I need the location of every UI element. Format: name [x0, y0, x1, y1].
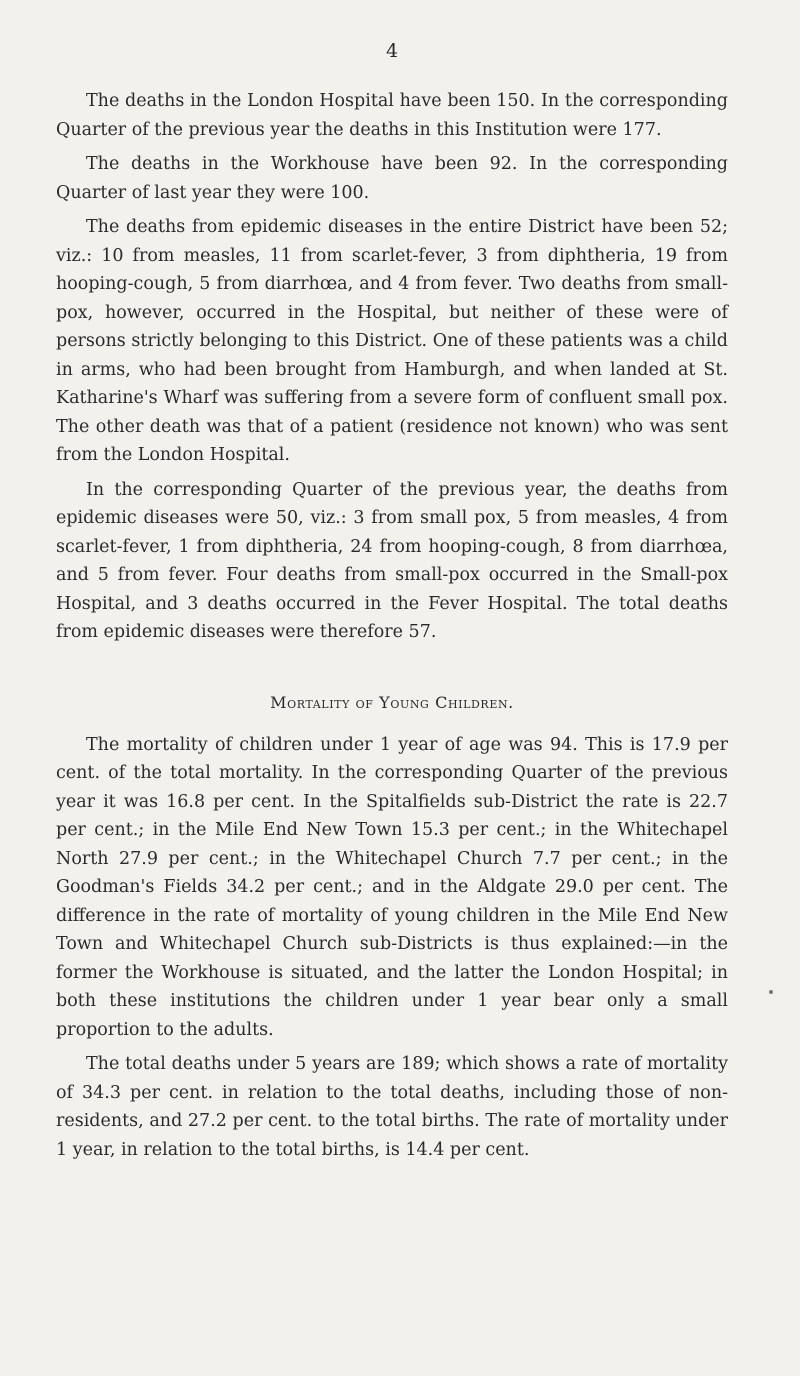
- ink-speck: [769, 990, 773, 994]
- paragraph-epidemic-deaths: The deaths from epidemic diseases in the entire District have been 52; viz.: 10 from measles, 11 from scarlet-fever, 3 from diphtheria, 19 from hooping-cough, 5 from diarrhœa, and 4 from fever. Two deaths from small-pox, however, occurred in the Hospital, but neither of these were of persons strictly belonging to this District. One of these patients was a child in arms, who had been brought from Hamburgh, and when landed at St. Katharine's Wharf was suffering from a severe form of confluent small pox. The other death was that of a patient (residence not known) who was sent from the London Hospital.: [56, 217, 728, 465]
- paragraph-london-hospital-deaths: The deaths in the London Hospital have been 150. In the corresponding Quarter of the previous year the deaths in this Institution were 177.: [56, 91, 728, 140]
- page-number: 4: [385, 40, 399, 62]
- section-heading: Mortality of Young Children.: [270, 692, 514, 712]
- paragraph-infant-mortality: The mortality of children under 1 year of age was 94. This is 17.9 per cent. of the total mortality. In the corresponding Quarter of the previous year it was 16.8 per cent. In the Spitalfields sub-District the rate is 22.7 per cent.; in the Mile End New Town 15.3 per cent.; in the Whitechapel North 27.9 per cent.; in the Whitechapel Church 7.7 per cent.; in the Goodman's Fields 34.2 per cent.; and in the Aldgate 29.0 per cent. The difference in the rate of mortality of young children in the Mile End New Town and Whitechapel Church sub-Districts is thus explained:—in the former the Workhouse is situated, and the latter the London Hospital; in both these institutions the children under 1 year bear only a small proportion to the adults.: [56, 734, 728, 1040]
- paragraph-workhouse-deaths: The deaths in the Workhouse have been 92. In the corresponding Quarter of last year they were 100.: [56, 154, 728, 203]
- paragraph-previous-year-epidemic-deaths: In the corresponding Quarter of the previous year, the deaths from epidemic diseases were 50, viz.: 3 from small pox, 5 from measles, 4 from scarlet-fever, 1 from diphtheria, 24 from hooping-cough, 8 from diarrhœa, and 5 from fever. Four deaths from small-pox occurred in the Small-pox Hospital, and 3 deaths occurred in the Fever Hospital. The total deaths from epidemic diseases were therefore 57.: [56, 479, 728, 642]
- paragraph-under-five-mortality: The total deaths under 5 years are 189; which shows a rate of mortality of 34.3 per cent. in relation to the total deaths, including those of non-residents, and 27.2 per cent. to the total births. The rate of mortality under 1 year, in relation to the total births, is 14.4 per cent.: [56, 1054, 728, 1160]
